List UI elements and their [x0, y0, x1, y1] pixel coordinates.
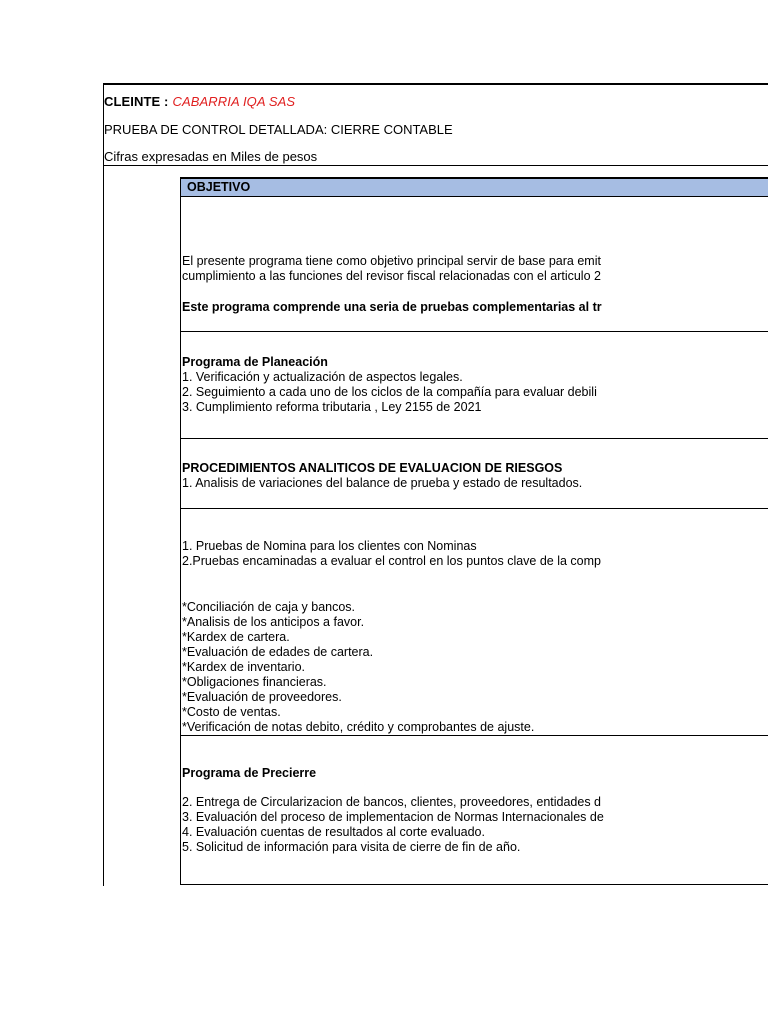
list-item: 3. Evaluación del proceso de implementacion de Normas Internacionales de [182, 810, 604, 824]
preclose-list [182, 795, 604, 855]
list-item: *Obligaciones financieras. [182, 675, 327, 689]
planning-title: Programa de Planeación [182, 355, 328, 369]
planning-list [182, 370, 597, 415]
frame-left-border [103, 83, 104, 886]
client-label: CLEINTE : [104, 94, 169, 109]
list-item: 2. Seguimiento a cada uno de los ciclos de la compañía para evaluar debili [182, 385, 597, 399]
list-item: *Kardex de cartera. [182, 630, 290, 644]
objective-header [181, 179, 768, 197]
objective-paragraph-line-2: cumplimiento a las funciones del revisor fiscal relacionadas con el articulo 2 [182, 269, 601, 283]
list-item: 5. Solicitud de información para visita de cierre de fin de año. [182, 840, 521, 854]
frame-top-border [104, 83, 768, 85]
list-item: *Costo de ventas. [182, 705, 281, 719]
list-item: 1. Verificación y actualización de aspectos legales. [182, 370, 463, 384]
list-item: *Evaluación de edades de cartera. [182, 645, 374, 659]
section-divider [181, 735, 768, 736]
list-item: 2.Pruebas encaminadas a evaluar el control en los puntos clave de la comp [182, 554, 602, 568]
list-item: *Kardex de inventario. [182, 660, 305, 674]
section-divider [181, 508, 768, 509]
analytics-item: 1. Analisis de variaciones del balance de prueba y estado de resultados. [182, 476, 583, 490]
client-name: CABARRIA IQA SAS [172, 94, 296, 109]
list-item: 4. Evaluación cuentas de resultados al corte evaluado. [182, 825, 485, 839]
list-item: *Evaluación de proveedores. [182, 690, 342, 704]
list-item: 3. Cumplimiento reforma tributaria , Ley 2155 de 2021 [182, 400, 482, 414]
section-divider [181, 438, 768, 439]
list-item: *Conciliación de caja y bancos. [182, 600, 356, 614]
analytics-title: PROCEDIMIENTOS ANALITICOS DE EVALUACION DE RIESGOS [182, 461, 563, 475]
controls-subitems [182, 600, 534, 735]
objective-title: OBJETIVO [187, 180, 251, 194]
list-item: *Analisis de los anticipos a favor. [182, 615, 365, 629]
list-item: *Verificación de notas debito, crédito y comprobantes de ajuste. [182, 720, 535, 734]
header-divider [104, 165, 768, 166]
list-item: 2. Entrega de Circularizacion de bancos, clientes, proveedores, entidades d [182, 795, 602, 809]
section-divider [181, 331, 768, 332]
preclose-title: Programa de Precierre [182, 766, 317, 780]
currency-note: Cifras expresadas en Miles de pesos [104, 149, 318, 164]
objective-emphasis: Este programa comprende una seria de pruebas complementarias al tr [182, 300, 602, 314]
list-item: 1. Pruebas de Nomina para los clientes con Nominas [182, 539, 477, 553]
client-row [104, 94, 295, 109]
objective-paragraph-line-1: El presente programa tiene como objetivo principal servir de base para emit [182, 254, 601, 268]
test-title: PRUEBA DE CONTROL DETALLADA: CIERRE CONTABLE [104, 122, 453, 137]
controls-list [182, 539, 601, 569]
